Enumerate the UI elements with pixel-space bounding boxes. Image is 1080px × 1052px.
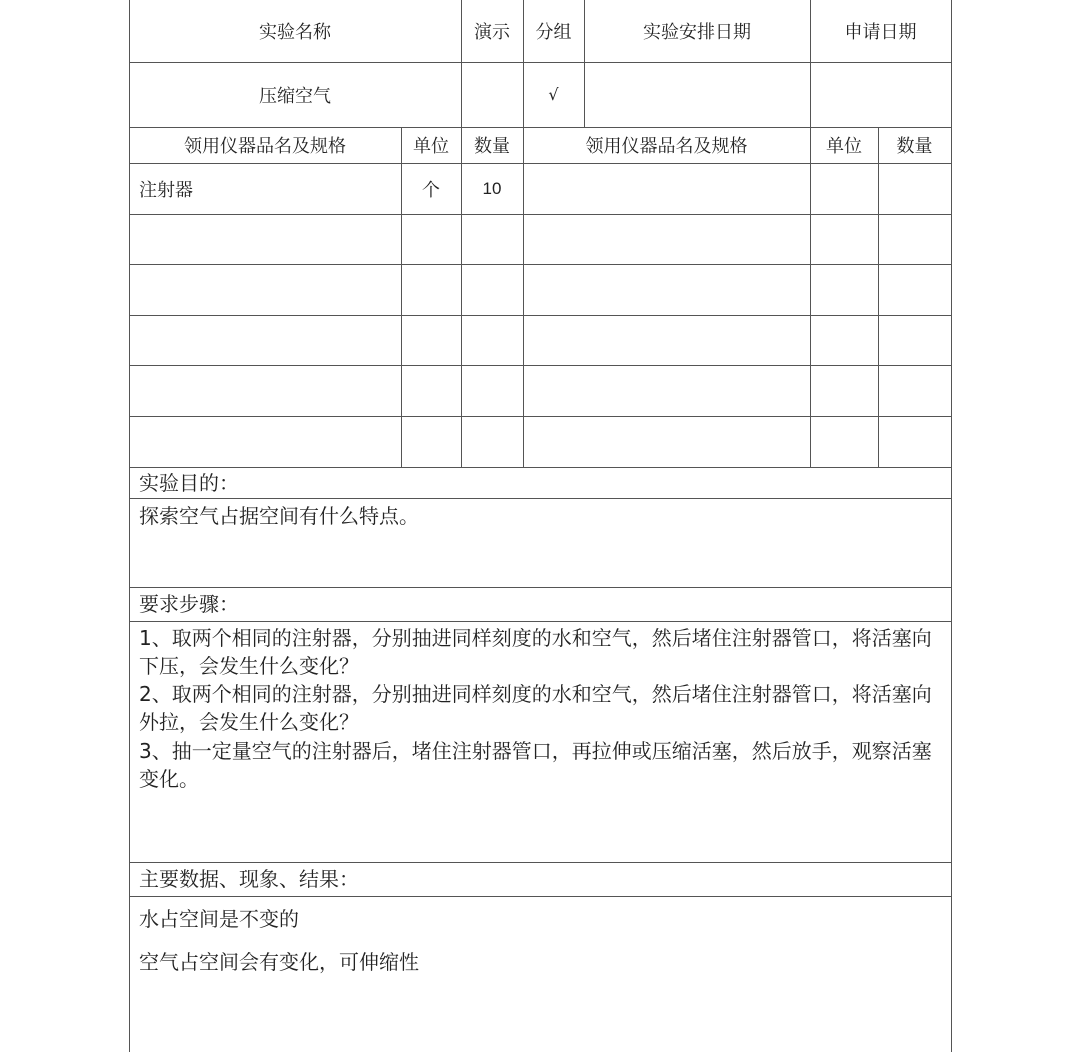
row-divider <box>129 365 952 366</box>
row-divider <box>129 467 952 468</box>
row-divider <box>129 621 952 622</box>
row-divider <box>129 862 952 863</box>
header-apply-date: 申请日期 <box>844 22 917 43</box>
results-line-2: 空气占空间会有变化，可伸缩性 <box>139 950 419 974</box>
equipment-name-header-right: 领用仪器品名及规格 <box>585 136 748 157</box>
step-2: 2、取两个相同的注射器，分别抽进同样刻度的水和空气，然后堵住注射器管口，将活塞向外拉，会发生什么变化？ <box>139 682 932 734</box>
header-group: 分组 <box>535 22 572 43</box>
row-divider <box>129 315 952 316</box>
equipment-qty-header-left: 数量 <box>474 136 510 157</box>
col-divider <box>878 127 879 467</box>
experiment-name-value: 压缩空气 <box>259 85 331 107</box>
step-3: 3、抽一定量空气的注射器后，堵住注射器管口，再拉伸或压缩活塞，然后放手，观察活塞变化。 <box>139 739 932 791</box>
row-divider <box>129 896 952 897</box>
apply-date-value <box>810 62 951 127</box>
row-divider <box>129 416 952 417</box>
results-line-1: 水占空间是不变的 <box>139 907 299 931</box>
equipment-unit-header-left: 单位 <box>413 136 449 157</box>
header-demo: 演示 <box>474 22 510 43</box>
equipment-item-qty: 10 <box>482 178 502 198</box>
steps-title: 要求步骤： <box>139 592 239 616</box>
demo-mark <box>461 62 523 127</box>
row-divider <box>129 214 952 215</box>
row-divider <box>129 264 952 265</box>
results-title: 主要数据、现象、结果： <box>139 867 359 891</box>
col-divider <box>523 127 524 467</box>
row-divider <box>129 587 952 588</box>
equipment-unit-header-right: 单位 <box>826 136 862 157</box>
row-divider <box>129 498 952 499</box>
right-border <box>951 0 952 1052</box>
equipment-qty-header-right: 数量 <box>896 136 933 157</box>
purpose-text: 探索空气占据空间有什么特点。 <box>139 504 419 528</box>
group-checkmark: √ <box>548 85 559 104</box>
step-1: 1、取两个相同的注射器，分别抽进同样刻度的水和空气，然后堵住注射器管口，将活塞向下压，会发生什么变化？ <box>139 626 932 678</box>
header-schedule-date: 实验安排日期 <box>643 22 751 43</box>
equipment-item-name: 注射器 <box>139 179 193 201</box>
equipment-item-unit: 个 <box>422 179 440 201</box>
schedule-date-value <box>584 62 810 127</box>
purpose-title: 实验目的： <box>139 471 239 495</box>
header-experiment-name: 实验名称 <box>259 22 331 43</box>
col-divider <box>810 127 811 467</box>
experiment-form <box>129 0 952 1052</box>
equipment-name-header-left: 领用仪器品名及规格 <box>184 136 346 157</box>
